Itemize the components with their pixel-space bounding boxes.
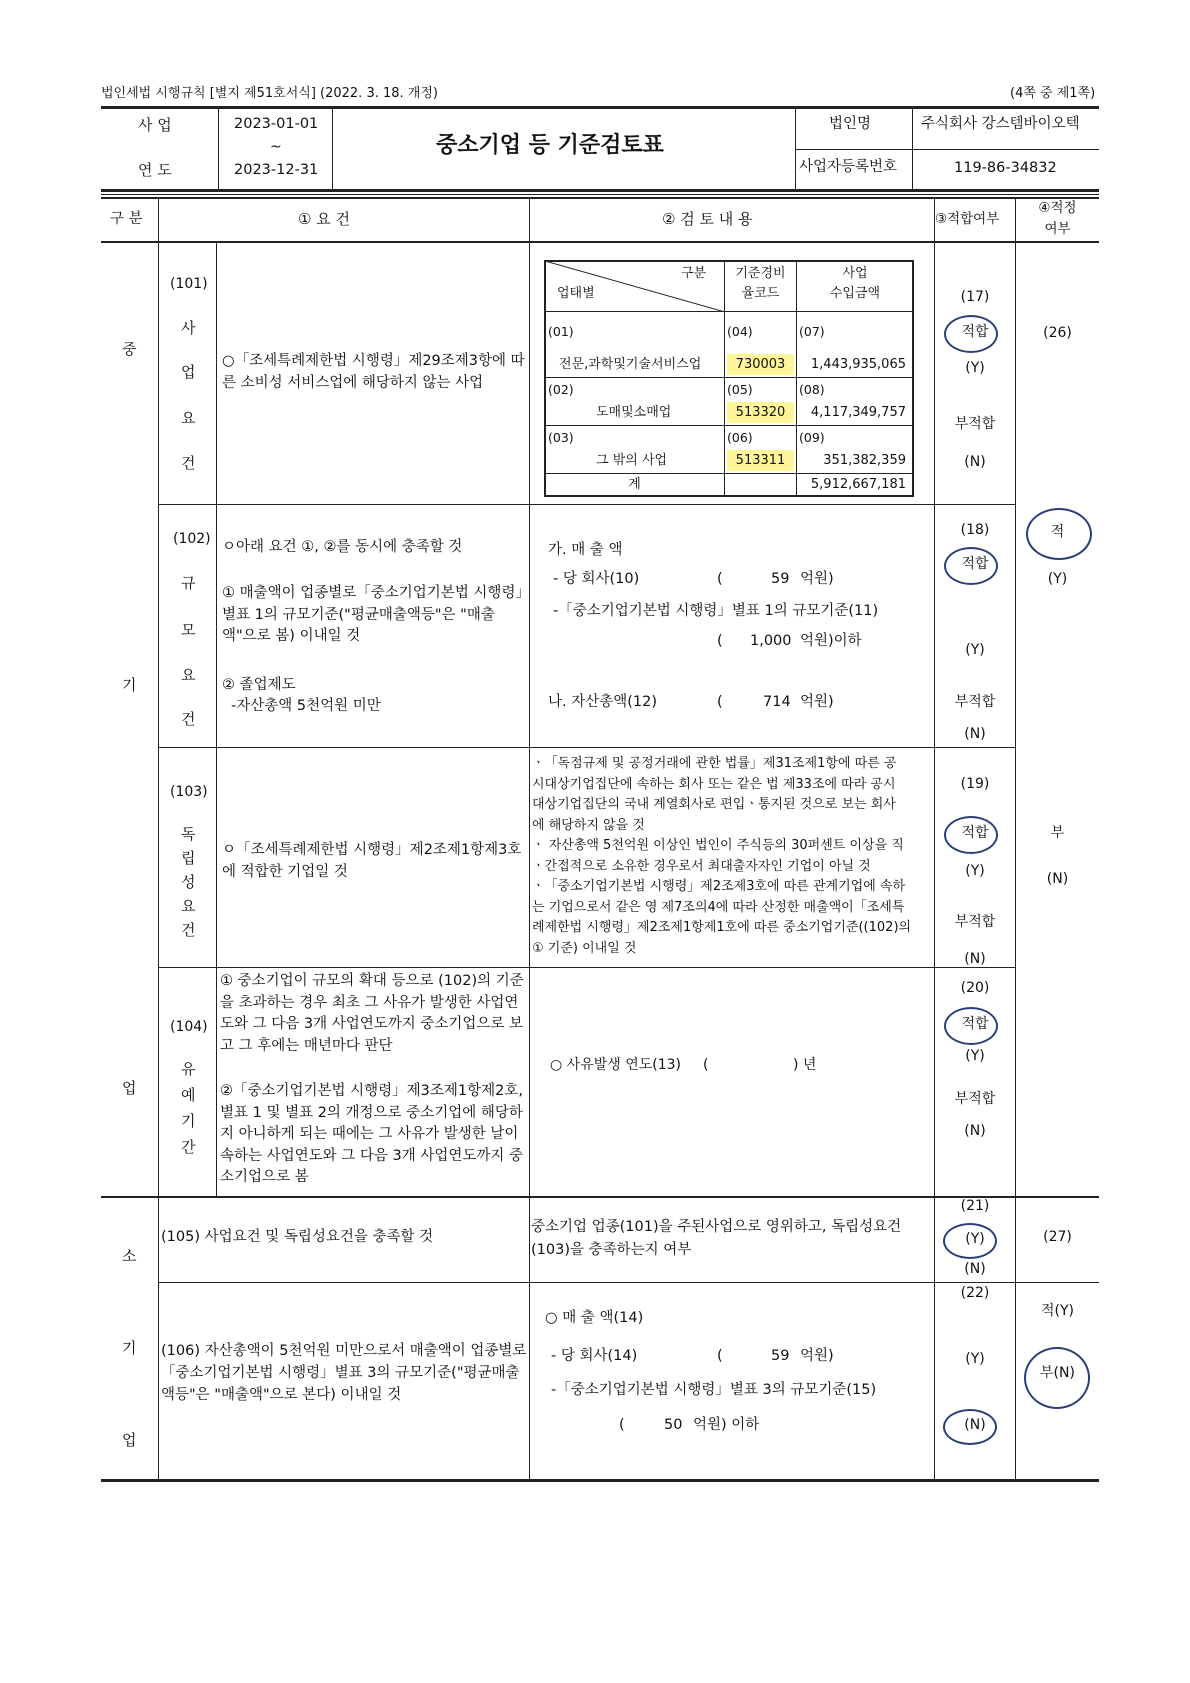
row106-rev-unit: 억원) xyxy=(800,1348,834,1364)
table-bottom-border xyxy=(101,1479,1099,1482)
row104-review: ○ 사유발생 연도(13) xyxy=(550,1057,681,1073)
final-circle-mark xyxy=(1024,1347,1090,1409)
period-end: 2023-12-31 xyxy=(234,162,319,178)
industry-row-code: 730003 xyxy=(735,357,786,372)
industry-table-divider xyxy=(545,473,913,474)
corp-name: 주식회사 강스템바이오텍 xyxy=(921,116,1080,132)
row103-fit-no: 부적합 xyxy=(954,914,996,930)
col-header-final-1: ④적정 xyxy=(1038,200,1077,216)
row104-req-para2: ②「중소기업기본법 시행령」제3조제1항제2호, 별표 1 및 별표 2의 개정으로 중소기업에 해당하지 아니하게 되는 때에는 그 사유가 발생한 날이 속하는 사업연도와 그 다음 3개 사업연도까지 중소기업으로 봄 xyxy=(220,1083,524,1185)
industry-row-code: 513311 xyxy=(735,453,786,468)
row102-req-line3: ② 졸업제도 xyxy=(222,677,296,693)
row102-fit-yes: 적합 xyxy=(961,556,989,572)
industry-row-num: (01) xyxy=(548,324,574,339)
industry-row-num: (05) xyxy=(727,382,753,397)
col-header-review: ② 검 토 내 용 xyxy=(662,210,753,228)
category-char: 업 xyxy=(122,1079,137,1097)
industry-row-num: (02) xyxy=(548,382,574,397)
row101-label-char: 사 xyxy=(181,319,196,337)
period-label-2: 연 도 xyxy=(138,161,172,179)
row103-fit-y: (Y) xyxy=(965,863,985,879)
row103-review xyxy=(532,754,934,959)
row106-rev-company-label: - 당 회사(14) xyxy=(551,1348,638,1364)
row102-label-char: 규 xyxy=(181,574,196,592)
row102-req-para: ① 매출액이 업종별로「중소기업기본법 시행령」별표 1의 규모기준("평균매출액등"은 "매출액"으로 봄) 이내일 것 xyxy=(222,585,523,644)
row105-final-code: (27) xyxy=(1043,1229,1072,1245)
row-divider xyxy=(158,747,1015,748)
row103-code: (103) xyxy=(170,784,208,800)
row101-fit-no: 부적합 xyxy=(954,416,996,432)
row104-fit-yes: 적합 xyxy=(961,1016,989,1032)
row104-label-char: 유 xyxy=(181,1060,196,1078)
row102-label-char: 건 xyxy=(181,710,196,728)
review-line: ㆍ「중소기업기본법 시행령」제2조제3호에 따른 관계기업에 속하 xyxy=(532,879,906,894)
fit-circle-mark xyxy=(943,1223,997,1259)
industry-hdr-code-1: 기준경비 xyxy=(735,266,786,281)
industry-row-num: (06) xyxy=(727,430,753,445)
row102-rev-title: 가. 매 출 액 xyxy=(548,542,623,558)
row102-label-char: 요 xyxy=(181,666,196,684)
row-divider xyxy=(158,967,1015,968)
review-line: ㆍ「독점규제 및 공정거래에 관한 법률」제31조제1항에 따른 공 xyxy=(532,756,897,771)
row103-label-char: 성 xyxy=(181,873,196,891)
row102-fit-n: (N) xyxy=(964,726,986,742)
col-divider xyxy=(158,198,159,1480)
row102-req-line1: ㅇ아래 요건 ①, ②를 동시에 충족할 것 xyxy=(222,539,463,555)
industry-hdr-diag-bottom: 업태별 xyxy=(557,286,595,301)
row104-fit-code: (20) xyxy=(960,980,990,996)
row106-final-yes: 적(Y) xyxy=(1041,1303,1074,1319)
row103-final-no: 부 xyxy=(1050,825,1065,841)
row102-label-char: 모 xyxy=(181,621,196,639)
fit-circle-mark xyxy=(944,816,998,854)
row102-final-yes: 적 xyxy=(1050,524,1065,540)
row101-label-char: 요 xyxy=(181,409,196,427)
row106-fit-code: (22) xyxy=(960,1285,990,1301)
row104-review-paren-open: ( xyxy=(703,1057,709,1073)
col-header-requirement: ① 요 건 xyxy=(298,210,350,228)
industry-hdr-amt-1: 사업 xyxy=(842,266,868,281)
row103-label-char: 건 xyxy=(181,921,196,939)
period-start: 2023-01-01 xyxy=(234,116,319,132)
row-divider xyxy=(158,1282,1099,1283)
row103-fit-yes: 적합 xyxy=(961,825,989,841)
col-header-category: 구 분 xyxy=(110,211,143,227)
row104-fit-no: 부적합 xyxy=(954,1091,996,1107)
col-header-final-2: 여부 xyxy=(1044,221,1071,237)
category-char: 기 xyxy=(122,1339,137,1357)
row102-paren-open: ( xyxy=(717,633,723,649)
row106-paren-open: ( xyxy=(619,1417,625,1433)
header-divider xyxy=(332,108,333,190)
header-divider xyxy=(218,108,219,190)
header-divider xyxy=(795,149,1099,150)
page-title: 중소기업 등 기준검토표 xyxy=(436,133,664,158)
category-char: 소 xyxy=(122,1247,137,1265)
row106-rev-std-unit: 억원) 이하 xyxy=(693,1417,760,1433)
industry-total-amount: 5,912,667,181 xyxy=(810,477,906,492)
row106-rev-std-label: -「중소기업기본법 시행령」별표 3의 규모기준(15) xyxy=(551,1382,877,1398)
industry-total-label: 계 xyxy=(628,477,641,492)
row102-fit-y: (Y) xyxy=(965,642,985,658)
review-line: 시대상기업집단에 속하는 회사 또는 같은 법 제33조에 따라 공시 xyxy=(532,776,896,792)
row103-fit-code: (19) xyxy=(960,776,990,792)
row106-rev-title: ○ 매 출 액(14) xyxy=(545,1310,644,1326)
industry-row-amount: 1,443,935,065 xyxy=(810,357,906,372)
row101-label-char: 건 xyxy=(181,454,196,472)
row104-req-para1: ① 중소기업이 규모의 확대 등으로 (102)의 기준을 초과하는 경우 최초 그 사유가 발생한 사업연도와 그 다음 3개 사업연도까지 중소기업으로 보고 그 후에는 매년마다 판단 xyxy=(220,973,524,1054)
row103-requirement: ㅇ「조세특례제한법 시행령」제2조제1항제3호에 적합한 기업일 것 xyxy=(222,842,522,880)
row102-fit-no: 부적합 xyxy=(954,694,996,710)
row106-rev-std-value: 50 xyxy=(664,1417,683,1433)
row102-rev-company-label: - 당 회사(10) xyxy=(553,571,640,587)
column-header-border xyxy=(101,241,1099,243)
biz-no-label: 사업자등록번호 xyxy=(799,159,898,175)
industry-row-amount: 351,382,359 xyxy=(823,453,906,468)
industry-row-num: (03) xyxy=(548,430,574,445)
category-char: 기 xyxy=(122,676,137,694)
col-divider xyxy=(529,198,530,1480)
industry-hdr-amt-2: 수입금액 xyxy=(829,286,881,301)
industry-hdr-diag-top: 구분 xyxy=(681,266,707,281)
row102-fit-code: (18) xyxy=(960,522,990,538)
page-indicator: (4쪽 중 제1쪽) xyxy=(1010,86,1096,101)
row101-fit-y: (Y) xyxy=(965,360,985,376)
industry-row-num: (04) xyxy=(727,324,753,339)
form-reference: 법인세법 시행규칙 [별지 제51호서식] (2022. 3. 18. 개정) xyxy=(101,86,438,101)
row106-requirement: (106) 자산총액이 5천억원 미만으로서 매출액이 업종별로「중소기업기본법 시행령」별표 3의 규모기준("평균매출액등"은 "매출액"으로 본다) 이내일 것 xyxy=(161,1343,527,1403)
row104-review-suffix: ) 년 xyxy=(793,1057,817,1073)
row102-rev-asset-value: 714 xyxy=(763,694,791,710)
industry-row-name: 도매및소매업 xyxy=(596,405,672,420)
row-divider xyxy=(158,504,1015,505)
row102-rev-std-value: 1,000 xyxy=(750,633,792,649)
row103-fit-n: (N) xyxy=(964,951,986,967)
fit-circle-mark xyxy=(944,315,998,353)
category-char: 업 xyxy=(122,1431,137,1449)
row102-rev-std-unit: 억원)이하 xyxy=(800,633,862,649)
row106-paren-open: ( xyxy=(717,1348,723,1364)
row106-fit-n: (N) xyxy=(964,1417,986,1433)
row102-rev-std-label: -「중소기업기본법 시행령」별표 1의 규모기준(11) xyxy=(553,603,879,619)
row103-label-char: 요 xyxy=(181,897,196,915)
row102-req-line4: -자산총액 5천억원 미만 xyxy=(231,698,381,714)
row104-label-char: 예 xyxy=(181,1086,196,1104)
row105-review: 중소기업 업종(101)을 주된사업으로 영위하고, 독립성요건(103)을 충족하는지 여부 xyxy=(531,1219,902,1258)
industry-table-divider xyxy=(545,377,913,378)
industry-row-num: (09) xyxy=(799,430,825,445)
row106-rev-company-value: 59 xyxy=(771,1348,790,1364)
industry-table-divider xyxy=(545,425,913,426)
industry-row-name: 그 밖의 사업 xyxy=(596,453,668,468)
row106-final-no: 부(N) xyxy=(1040,1365,1075,1381)
row105-requirement: (105) 사업요건 및 독립성요건을 충족할 것 xyxy=(161,1229,434,1245)
industry-row-num: (08) xyxy=(799,382,825,397)
row-divider xyxy=(101,1196,1099,1198)
row104-fit-y: (Y) xyxy=(965,1048,985,1064)
industry-row-name: 전문,과학및기술서비스업 xyxy=(559,357,702,372)
corp-name-label: 법인명 xyxy=(829,116,872,132)
industry-row-amount: 4,117,349,757 xyxy=(810,405,906,420)
row102-final-y: (Y) xyxy=(1047,571,1068,587)
fit-circle-mark xyxy=(944,547,998,585)
row102-rev-unit: 억원) xyxy=(800,571,834,587)
row105-fit-n: (N) xyxy=(964,1261,986,1277)
row102-rev-asset-label: 나. 자산총액(12) xyxy=(548,694,658,710)
review-line: 는 기업으로서 같은 영 제7조의4에 따라 산정한 매출액이「조세특 xyxy=(532,899,905,915)
row102-rev-company-value: 59 xyxy=(771,571,790,587)
header-bottom-border-2 xyxy=(101,194,1099,195)
row101-fit-yes: 적합 xyxy=(961,324,989,340)
review-line: 례제한법 시행령」제2조제1항제1호에 따른 중소기업기준((102)의 xyxy=(532,920,912,935)
row104-label-char: 간 xyxy=(181,1138,196,1156)
review-line: ㆍ 자산총액 5천억원 이상인 법인이 주식등의 30퍼센트 이상을 직 xyxy=(532,838,904,853)
col-divider xyxy=(216,242,217,1196)
row101-fit-code: (17) xyxy=(960,289,990,305)
row101-code: (101) xyxy=(170,276,208,292)
review-line: ① 기준) 이내일 것 xyxy=(532,940,637,956)
row102-paren-open: ( xyxy=(717,571,723,587)
row103-label-char: 립 xyxy=(181,849,196,867)
period-label-1: 사 업 xyxy=(138,116,172,134)
row105-fit-code: (21) xyxy=(960,1198,990,1214)
industry-row-code: 513320 xyxy=(735,405,786,420)
row106-fit-y: (Y) xyxy=(965,1351,985,1367)
row104-label-char: 기 xyxy=(181,1112,196,1130)
industry-hdr-code-2: 율코드 xyxy=(741,286,780,301)
row101-final-code: (26) xyxy=(1043,325,1072,341)
industry-row-num: (07) xyxy=(799,324,825,339)
biz-no: 119-86-34832 xyxy=(954,160,1057,176)
row101-label-char: 업 xyxy=(181,363,196,381)
table-top-border xyxy=(101,197,1099,199)
fit-circle-mark xyxy=(943,1409,997,1445)
header-top-border xyxy=(101,106,1099,109)
review-line: 에 해당하지 않을 것 xyxy=(532,817,645,833)
row103-final-n: (N) xyxy=(1046,871,1069,887)
row101-requirement: ○「조세특례제한법 시행령」제29조제3항에 따른 소비성 서비스업에 해당하지 않는 사업 xyxy=(222,353,525,391)
review-line: 대상기업집단의 국내 계열회사로 편입ㆍ통지된 것으로 보는 회사 xyxy=(532,797,896,812)
period-tilde: ~ xyxy=(270,139,282,155)
row103-label-char: 독 xyxy=(181,825,196,843)
header-bottom-border xyxy=(101,189,1099,192)
category-char: 중 xyxy=(122,340,137,358)
row102-paren-open: ( xyxy=(717,694,723,710)
row102-rev-asset-unit: 억원) xyxy=(800,694,834,710)
row104-code: (104) xyxy=(170,1019,208,1035)
fit-circle-mark xyxy=(944,1007,998,1045)
final-circle-mark xyxy=(1026,508,1092,560)
row101-fit-n: (N) xyxy=(964,454,986,470)
review-line: ㆍ간접적으로 소유한 경우로서 최대출자자인 기업이 아닐 것 xyxy=(532,858,871,874)
row105-fit-y: (Y) xyxy=(965,1231,985,1247)
col-header-fit: ③적합여부 xyxy=(935,211,1000,227)
row104-fit-n: (N) xyxy=(964,1123,986,1139)
row102-code: (102) xyxy=(173,531,211,547)
